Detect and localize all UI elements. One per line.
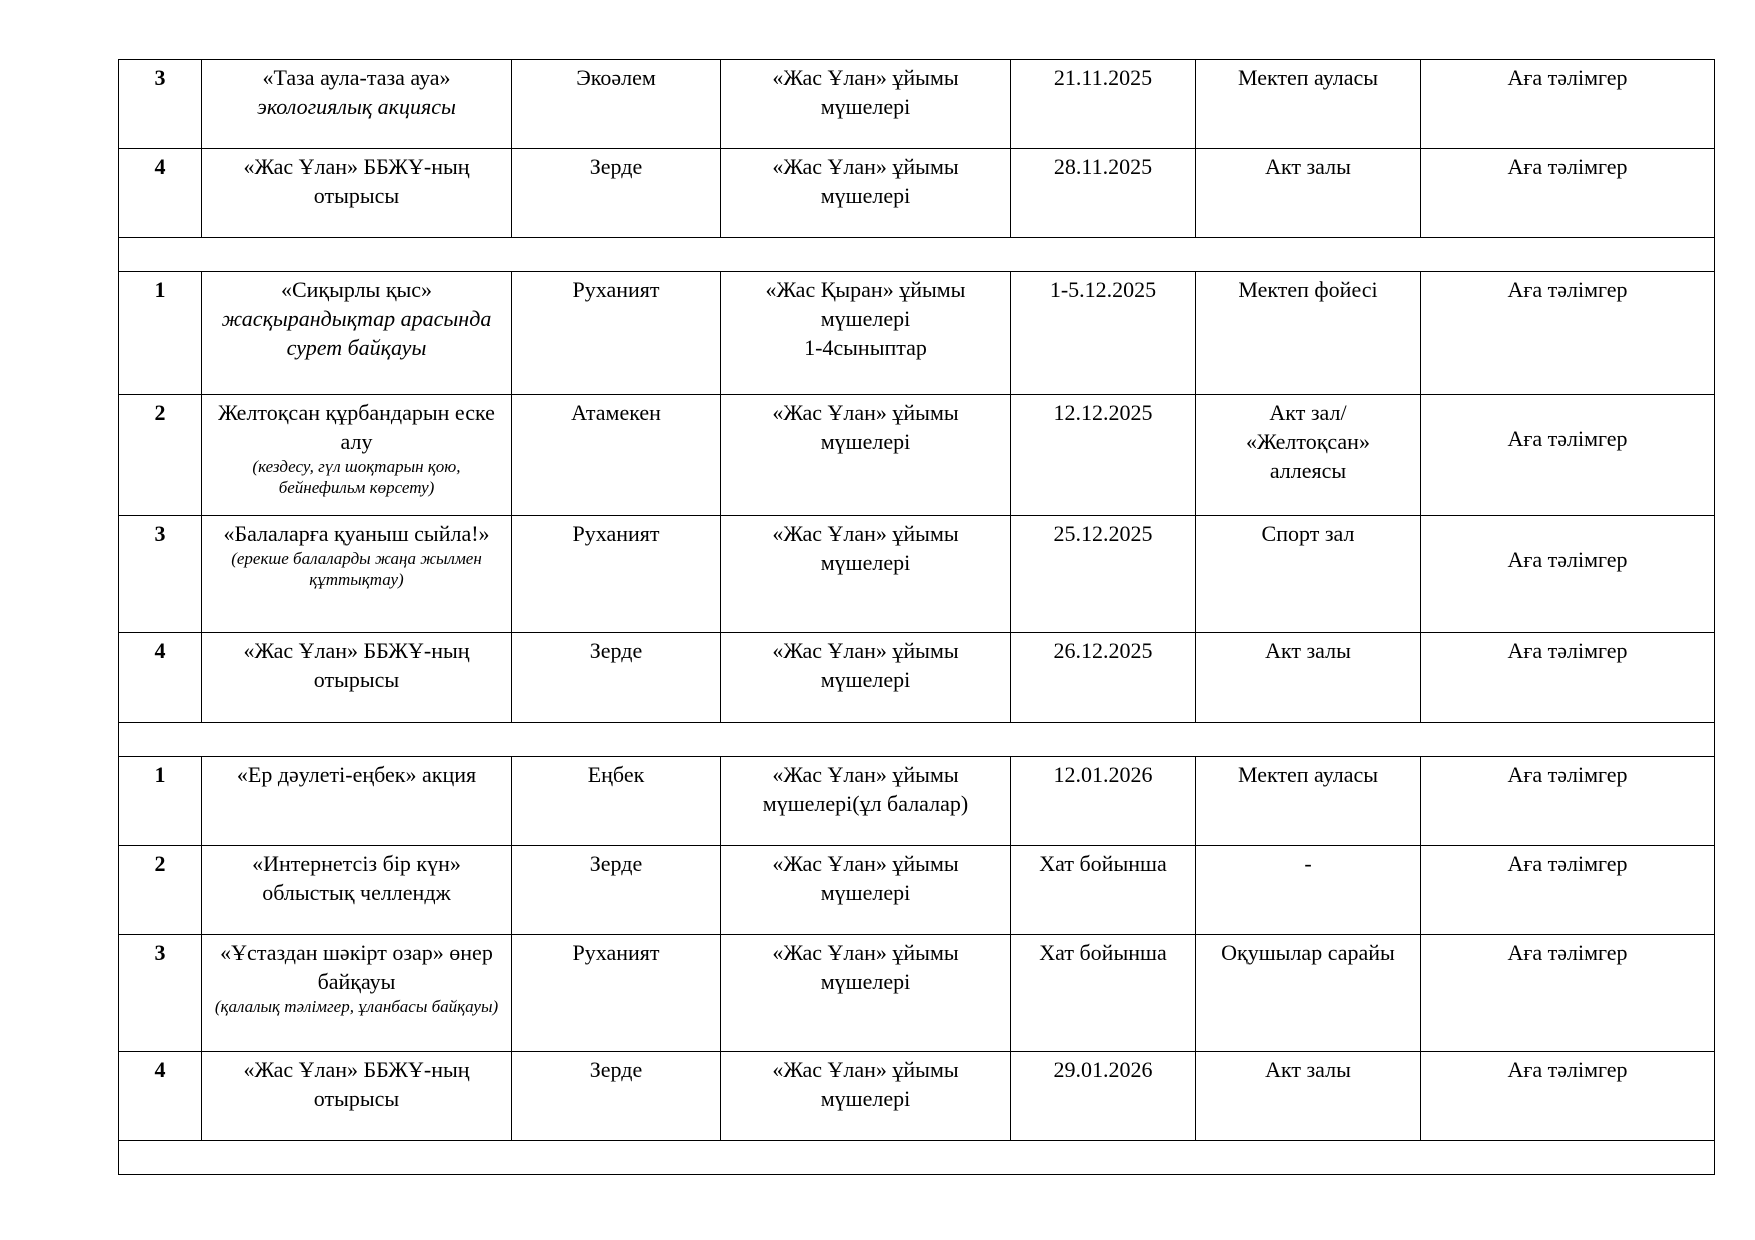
table-row	[119, 633, 1715, 723]
responsible-text: Аға тәлімгер	[1507, 547, 1628, 572]
participants-cell	[721, 516, 1011, 633]
date-cell: 26.12.2025	[1011, 633, 1196, 723]
row-number: 4	[119, 149, 202, 238]
event-title: «Ұстаздан шәкірт озар» өнер байқауы	[220, 940, 493, 994]
place-cell	[1196, 757, 1421, 846]
row-number: 3	[119, 60, 202, 149]
place-line: Мектеп фойесі	[1238, 277, 1378, 302]
place-line: Акт зал/	[1269, 400, 1347, 425]
participants-line: мүшелері	[820, 429, 911, 454]
place-cell	[1196, 935, 1421, 1052]
participants-line: «Жас Ұлан» ұйымы	[772, 65, 959, 90]
event-cell	[202, 846, 512, 935]
row-number: 3	[119, 516, 202, 633]
event-cell	[202, 935, 512, 1052]
section-separator	[119, 238, 1715, 272]
event-title: «Таза аула-таза ауа»	[262, 65, 451, 90]
place-cell	[1196, 149, 1421, 238]
place-cell	[1196, 395, 1421, 516]
event-title: «Жас Ұлан» ББЖҰ-ның отырысы	[243, 154, 470, 208]
separator-cell	[119, 238, 1715, 272]
place-line: Акт залы	[1265, 154, 1351, 179]
event-plan-table	[118, 59, 1715, 1175]
event-title: «Балаларға қуаныш сыйла!»	[223, 521, 490, 546]
place-cell	[1196, 516, 1421, 633]
participants-cell	[721, 846, 1011, 935]
participants-line: «Жас Ұлан» ұйымы	[772, 638, 959, 663]
event-cell	[202, 60, 512, 149]
event-note: (кездесу, гүл шоқтарын қою, бейнефильм көрсету)	[252, 457, 461, 497]
separator-cell	[119, 723, 1715, 757]
event-cell	[202, 633, 512, 723]
place-cell	[1196, 846, 1421, 935]
participants-line: «Жас Ұлан» ұйымы	[772, 851, 959, 876]
responsible-cell: Аға тәлімгер	[1421, 60, 1715, 149]
place-line: Мектеп ауласы	[1237, 65, 1379, 90]
responsible-cell: Аға тәлімгер	[1421, 846, 1715, 935]
participants-cell	[721, 633, 1011, 723]
date-cell: 28.11.2025	[1011, 149, 1196, 238]
event-description: экологиялық акциясы	[257, 94, 456, 119]
participants-line: «Жас Ұлан» ұйымы	[772, 762, 959, 787]
event-cell	[202, 516, 512, 633]
participants-cell	[721, 272, 1011, 395]
responsible-cell: Аға тәлімгер	[1421, 149, 1715, 238]
participants-cell	[721, 60, 1011, 149]
place-cell	[1196, 633, 1421, 723]
participants-cell	[721, 757, 1011, 846]
event-title: «Жас Ұлан» ББЖҰ-ның отырысы	[243, 638, 470, 692]
responsible-cell	[1421, 516, 1715, 633]
event-cell	[202, 395, 512, 516]
participants-line: 1-4сыныптар	[804, 335, 927, 360]
table-row	[119, 935, 1715, 1052]
participants-line: мүшелері	[820, 306, 911, 331]
participants-cell	[721, 1052, 1011, 1141]
date-cell: 12.01.2026	[1011, 757, 1196, 846]
direction-cell: Руханият	[512, 516, 721, 633]
place-line: -	[1304, 851, 1312, 876]
table-row	[119, 757, 1715, 846]
participants-line: «Жас Ұлан» ұйымы	[772, 940, 959, 965]
event-note: (қалалық тәлімгер, ұланбасы байқауы)	[214, 997, 499, 1016]
table-row	[119, 1052, 1715, 1141]
section-separator	[119, 723, 1715, 757]
event-title: Желтоқсан құрбандарын еске алу	[218, 400, 495, 454]
row-number: 1	[119, 757, 202, 846]
participants-line: «Жас Ұлан» ұйымы	[772, 154, 959, 179]
direction-cell: Атамекен	[512, 395, 721, 516]
place-line: Мектеп ауласы	[1237, 762, 1379, 787]
participants-cell	[721, 395, 1011, 516]
participants-line: мүшелері	[820, 969, 911, 994]
row-number: 2	[119, 846, 202, 935]
participants-line: «Жас Қыран» ұйымы	[765, 277, 966, 302]
participants-line: мүшелері(ұл балалар)	[762, 791, 969, 816]
row-number: 4	[119, 1052, 202, 1141]
participants-line: мүшелері	[820, 880, 911, 905]
place-line: Акт залы	[1265, 638, 1351, 663]
event-cell	[202, 757, 512, 846]
direction-cell: Зерде	[512, 149, 721, 238]
row-number: 4	[119, 633, 202, 723]
table-row	[119, 60, 1715, 149]
event-cell	[202, 1052, 512, 1141]
participants-line: мүшелері	[820, 183, 911, 208]
place-cell	[1196, 1052, 1421, 1141]
direction-cell: Зерде	[512, 1052, 721, 1141]
place-line: Спорт зал	[1261, 521, 1355, 546]
date-cell: 1-5.12.2025	[1011, 272, 1196, 395]
row-number: 2	[119, 395, 202, 516]
date-cell: Хат бойынша	[1011, 935, 1196, 1052]
event-description: жасқырандықтар арасында сурет байқауы	[221, 306, 492, 360]
place-line: Акт залы	[1265, 1057, 1351, 1082]
event-note: (ерекше балаларды жаңа жылмен құттықтау)	[231, 549, 482, 589]
table-row	[119, 395, 1715, 516]
participants-line: «Жас Ұлан» ұйымы	[772, 1057, 959, 1082]
row-number: 3	[119, 935, 202, 1052]
direction-cell: Еңбек	[512, 757, 721, 846]
participants-cell	[721, 149, 1011, 238]
row-number: 1	[119, 272, 202, 395]
responsible-cell	[1421, 395, 1715, 516]
table-row	[119, 846, 1715, 935]
table-row	[119, 149, 1715, 238]
responsible-text: Аға тәлімгер	[1507, 426, 1628, 451]
participants-line: мүшелері	[820, 550, 911, 575]
date-cell: 12.12.2025	[1011, 395, 1196, 516]
event-title: «Сиқырлы қыс»	[280, 277, 433, 302]
participants-cell	[721, 935, 1011, 1052]
place-line: аллеясы	[1269, 458, 1347, 483]
date-cell: 25.12.2025	[1011, 516, 1196, 633]
date-cell: 29.01.2026	[1011, 1052, 1196, 1141]
responsible-cell: Аға тәлімгер	[1421, 1052, 1715, 1141]
table-row	[119, 272, 1715, 395]
responsible-cell: Аға тәлімгер	[1421, 272, 1715, 395]
date-cell: Хат бойынша	[1011, 846, 1196, 935]
place-cell	[1196, 60, 1421, 149]
participants-line: мүшелері	[820, 94, 911, 119]
direction-cell: Руханият	[512, 272, 721, 395]
responsible-cell: Аға тәлімгер	[1421, 935, 1715, 1052]
event-cell	[202, 149, 512, 238]
responsible-cell: Аға тәлімгер	[1421, 757, 1715, 846]
participants-line: мүшелері	[820, 1086, 911, 1111]
separator-cell	[119, 1141, 1715, 1175]
participants-line: «Жас Ұлан» ұйымы	[772, 521, 959, 546]
event-title: «Жас Ұлан» ББЖҰ-ның отырысы	[243, 1057, 470, 1111]
place-line: «Желтоқсан»	[1246, 429, 1370, 454]
table-row	[119, 516, 1715, 633]
direction-cell: Экоәлем	[512, 60, 721, 149]
section-separator	[119, 1141, 1715, 1175]
place-cell	[1196, 272, 1421, 395]
place-line: Оқушылар сарайы	[1221, 940, 1395, 965]
event-title: «Ер дәулеті-еңбек» акция	[236, 762, 477, 787]
participants-line: «Жас Ұлан» ұйымы	[772, 400, 959, 425]
event-title: «Интернетсіз бір күн» облыстық челлендж	[252, 851, 461, 905]
participants-line: мүшелері	[820, 667, 911, 692]
direction-cell: Зерде	[512, 633, 721, 723]
direction-cell: Зерде	[512, 846, 721, 935]
date-cell: 21.11.2025	[1011, 60, 1196, 149]
event-cell	[202, 272, 512, 395]
responsible-cell: Аға тәлімгер	[1421, 633, 1715, 723]
direction-cell: Руханият	[512, 935, 721, 1052]
